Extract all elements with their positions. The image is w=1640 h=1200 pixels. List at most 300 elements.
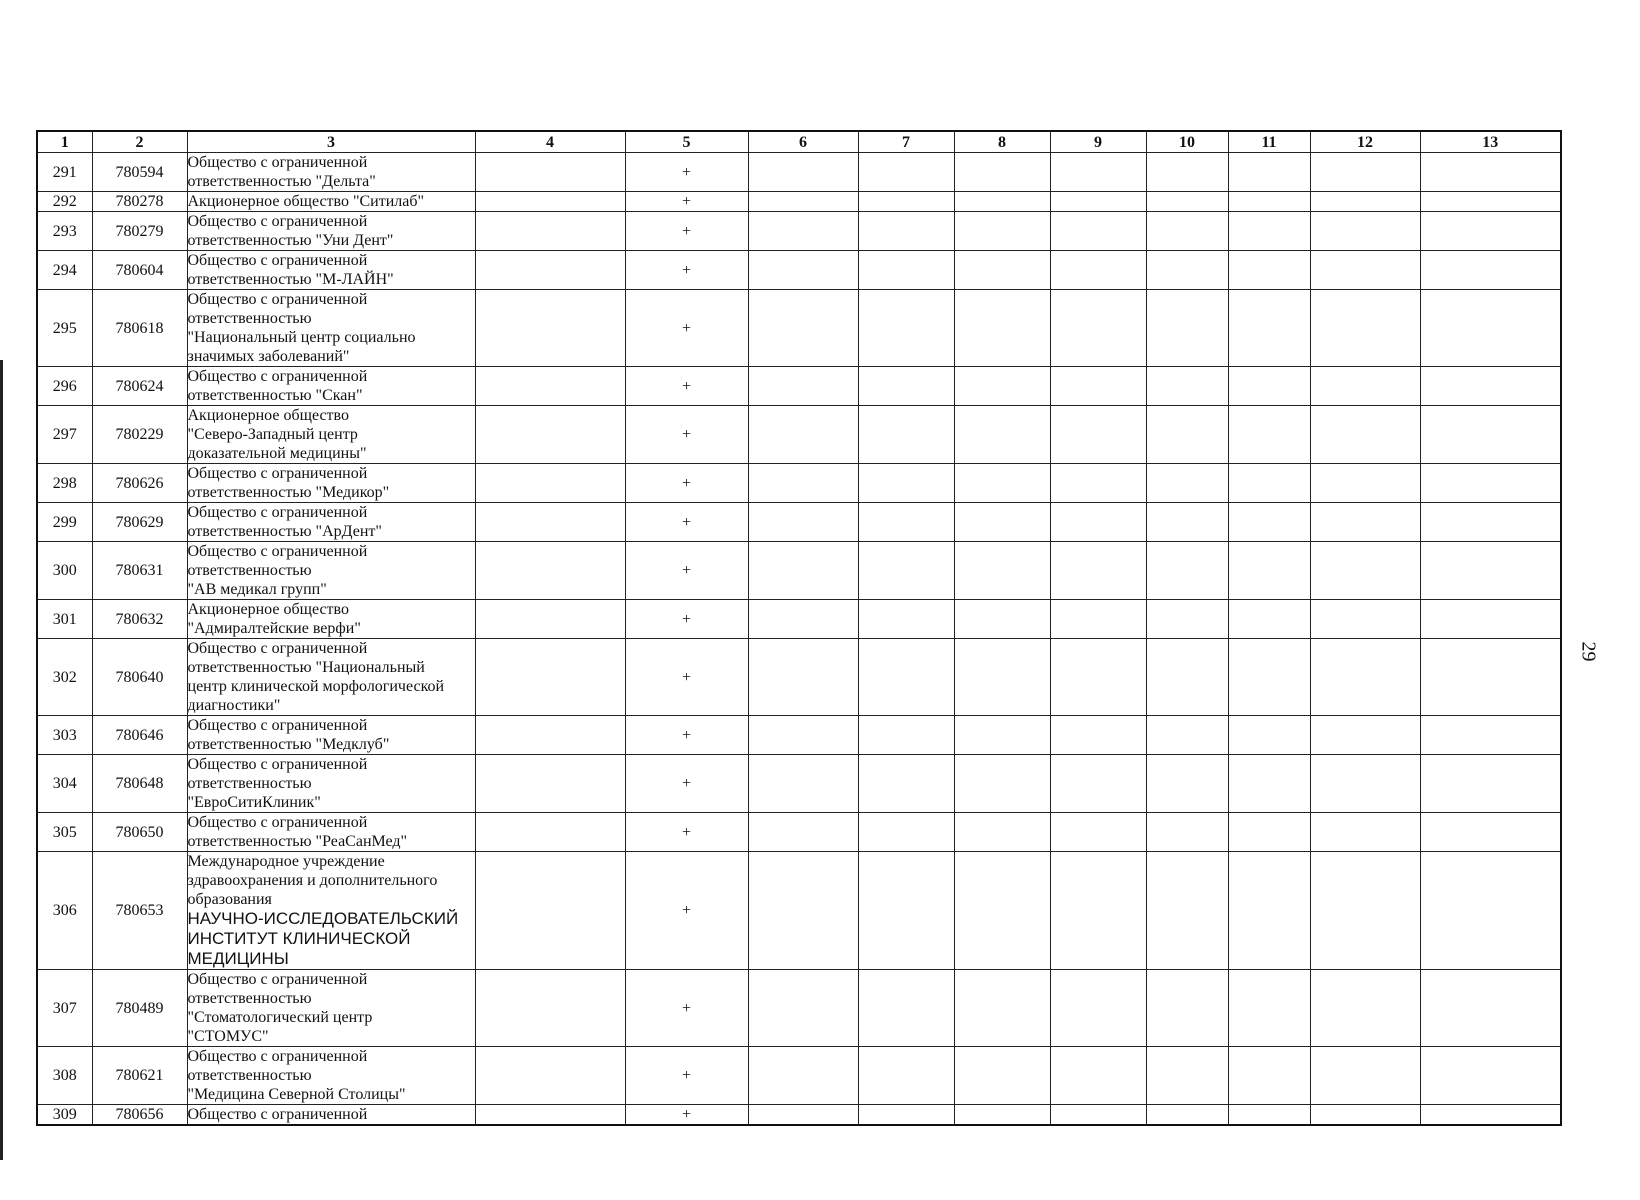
empty-cell	[475, 1105, 625, 1126]
empty-cell	[748, 542, 858, 600]
organization-name-line: Общество с ограниченной	[187, 291, 368, 308]
table-row	[37, 755, 1561, 813]
participation-mark: +	[625, 153, 748, 192]
empty-cell	[1050, 852, 1146, 970]
empty-cell	[748, 290, 858, 367]
empty-cell	[1310, 251, 1420, 290]
registry-code: 780618	[92, 290, 187, 367]
organization-name	[187, 192, 475, 212]
organization-name-line: ответственностью "Скан"	[187, 387, 363, 404]
empty-cell	[1050, 716, 1146, 755]
row-number: 294	[37, 251, 92, 290]
empty-cell	[1050, 406, 1146, 464]
organization-name-line: ответственностью "Уни Дент"	[187, 232, 394, 249]
organization-name	[187, 503, 475, 542]
empty-cell	[1146, 716, 1228, 755]
row-number: 296	[37, 367, 92, 406]
organization-name-line: ответственностью "АрДент"	[187, 523, 382, 540]
empty-cell	[1420, 852, 1561, 970]
registry-code: 780646	[92, 716, 187, 755]
row-number: 299	[37, 503, 92, 542]
participation-mark: +	[625, 1105, 748, 1126]
table-row	[37, 367, 1561, 406]
organization-name-line: ответственностью	[187, 775, 312, 792]
empty-cell	[1420, 970, 1561, 1047]
table-row	[37, 542, 1561, 600]
page-number: 29	[1577, 641, 1600, 662]
empty-cell	[858, 406, 954, 464]
registry-code: 780279	[92, 212, 187, 251]
empty-cell	[475, 755, 625, 813]
empty-cell	[748, 212, 858, 251]
organization-name-line: МЕДИЦИНЫ	[187, 949, 289, 968]
registry-code: 780650	[92, 813, 187, 852]
organization-name-line: Общество с ограниченной	[187, 1048, 368, 1065]
empty-cell	[1420, 813, 1561, 852]
column-header-1: 1	[37, 131, 92, 153]
participation-mark: +	[625, 813, 748, 852]
empty-cell	[748, 755, 858, 813]
table-row	[37, 251, 1561, 290]
organization-name-line: доказательной медицины"	[187, 445, 367, 462]
organization-name-line: "Стоматологический центр	[187, 1009, 373, 1026]
empty-cell	[1420, 600, 1561, 639]
empty-cell	[1228, 813, 1310, 852]
organization-name-line: Общество с ограниченной	[187, 1106, 368, 1123]
table-row	[37, 1047, 1561, 1105]
registry-code: 780640	[92, 639, 187, 716]
participation-mark: +	[625, 716, 748, 755]
empty-cell	[748, 153, 858, 192]
empty-cell	[1420, 1047, 1561, 1105]
empty-cell	[1146, 639, 1228, 716]
empty-cell	[1050, 464, 1146, 503]
empty-cell	[1146, 542, 1228, 600]
empty-cell	[1228, 290, 1310, 367]
empty-cell	[748, 1047, 858, 1105]
empty-cell	[1310, 716, 1420, 755]
empty-cell	[1050, 970, 1146, 1047]
empty-cell	[858, 716, 954, 755]
organization-name	[187, 406, 475, 464]
table-row	[37, 212, 1561, 251]
empty-cell	[475, 639, 625, 716]
participation-mark: +	[625, 542, 748, 600]
empty-cell	[1310, 290, 1420, 367]
empty-cell	[1146, 367, 1228, 406]
row-number: 307	[37, 970, 92, 1047]
empty-cell	[1310, 542, 1420, 600]
empty-cell	[1146, 970, 1228, 1047]
organization-name-line: "Национальный центр социально	[187, 329, 416, 346]
registry-code: 780626	[92, 464, 187, 503]
empty-cell	[1050, 813, 1146, 852]
empty-cell	[475, 852, 625, 970]
registry-code: 780648	[92, 755, 187, 813]
empty-cell	[954, 153, 1050, 192]
table-row	[37, 970, 1561, 1047]
empty-cell	[858, 367, 954, 406]
participation-mark: +	[625, 600, 748, 639]
empty-cell	[748, 251, 858, 290]
organization-name	[187, 212, 475, 251]
organization-name	[187, 464, 475, 503]
empty-cell	[954, 716, 1050, 755]
empty-cell	[1050, 251, 1146, 290]
row-number: 298	[37, 464, 92, 503]
empty-cell	[858, 464, 954, 503]
registry-table	[36, 130, 1562, 1126]
table-row	[37, 852, 1561, 970]
empty-cell	[1228, 542, 1310, 600]
table-row	[37, 503, 1561, 542]
column-header-2: 2	[92, 131, 187, 153]
table-row	[37, 639, 1561, 716]
empty-cell	[1228, 1105, 1310, 1126]
empty-cell	[1420, 464, 1561, 503]
organization-name	[187, 600, 475, 639]
table-row	[37, 1105, 1561, 1126]
organization-name	[187, 290, 475, 367]
empty-cell	[1228, 503, 1310, 542]
empty-cell	[1420, 212, 1561, 251]
empty-cell	[475, 600, 625, 639]
empty-cell	[1146, 503, 1228, 542]
empty-cell	[954, 290, 1050, 367]
empty-cell	[1228, 251, 1310, 290]
empty-cell	[1050, 212, 1146, 251]
empty-cell	[475, 716, 625, 755]
organization-name	[187, 852, 475, 970]
empty-cell	[1420, 153, 1561, 192]
empty-cell	[748, 503, 858, 542]
organization-name-line: Общество с ограниченной	[187, 971, 368, 988]
empty-cell	[475, 1047, 625, 1105]
empty-cell	[1310, 1047, 1420, 1105]
organization-name	[187, 1047, 475, 1105]
empty-cell	[1050, 367, 1146, 406]
empty-cell	[1310, 406, 1420, 464]
organization-name	[187, 1105, 475, 1126]
organization-name-line: ответственностью "Национальный	[187, 659, 425, 676]
table-row	[37, 464, 1561, 503]
column-header-4: 4	[475, 131, 625, 153]
registry-code: 780631	[92, 542, 187, 600]
empty-cell	[1146, 406, 1228, 464]
participation-mark: +	[625, 852, 748, 970]
registry-code: 780489	[92, 970, 187, 1047]
empty-cell	[1420, 290, 1561, 367]
row-number: 303	[37, 716, 92, 755]
column-header-5: 5	[625, 131, 748, 153]
row-number: 293	[37, 212, 92, 251]
empty-cell	[1420, 251, 1561, 290]
organization-name	[187, 639, 475, 716]
empty-cell	[1310, 1105, 1420, 1126]
empty-cell	[1420, 1105, 1561, 1126]
empty-cell	[858, 813, 954, 852]
organization-name-line: Общество с ограниченной	[187, 756, 368, 773]
empty-cell	[748, 639, 858, 716]
organization-name-line: центр клинической морфологической	[187, 678, 445, 695]
empty-cell	[1420, 367, 1561, 406]
row-number: 302	[37, 639, 92, 716]
organization-name-line: ответственностью	[187, 310, 312, 327]
participation-mark: +	[625, 251, 748, 290]
empty-cell	[475, 251, 625, 290]
organization-name-line: Акционерное общество	[187, 407, 349, 424]
empty-cell	[858, 153, 954, 192]
column-header-6: 6	[748, 131, 858, 153]
empty-cell	[1050, 600, 1146, 639]
participation-mark: +	[625, 192, 748, 212]
organization-name-line: Акционерное общество "Ситилаб"	[187, 193, 425, 210]
empty-cell	[1310, 503, 1420, 542]
organization-name	[187, 755, 475, 813]
empty-cell	[1146, 755, 1228, 813]
organization-name-line: Общество с ограниченной	[187, 154, 368, 171]
organization-name	[187, 251, 475, 290]
empty-cell	[954, 600, 1050, 639]
empty-cell	[1146, 852, 1228, 970]
organization-name-line: Общество с ограниченной	[187, 368, 368, 385]
registry-code: 780632	[92, 600, 187, 639]
column-header-8: 8	[954, 131, 1050, 153]
registry-code: 780656	[92, 1105, 187, 1126]
empty-cell	[1310, 970, 1420, 1047]
organization-name	[187, 542, 475, 600]
empty-cell	[1228, 1047, 1310, 1105]
empty-cell	[748, 192, 858, 212]
registry-sheet	[36, 130, 1560, 1126]
participation-mark: +	[625, 503, 748, 542]
empty-cell	[1420, 406, 1561, 464]
organization-name-line: НАУЧНО-ИССЛЕДОВАТЕЛЬСКИЙ	[187, 909, 459, 928]
empty-cell	[1050, 542, 1146, 600]
column-header-12: 12	[1310, 131, 1420, 153]
organization-name-line: "СТОМУС"	[187, 1028, 269, 1045]
table-row	[37, 192, 1561, 212]
table-row	[37, 716, 1561, 755]
empty-cell	[858, 1105, 954, 1126]
empty-cell	[1050, 290, 1146, 367]
organization-name-line: ответственностью "РеаСанМед"	[187, 833, 408, 850]
organization-name-line: здравоохранения и дополнительного	[187, 872, 438, 889]
row-number: 309	[37, 1105, 92, 1126]
organization-name-line: Общество с ограниченной	[187, 252, 368, 269]
organization-name	[187, 153, 475, 192]
organization-name-line: образования	[187, 891, 272, 908]
empty-cell	[1310, 153, 1420, 192]
empty-cell	[748, 464, 858, 503]
empty-cell	[858, 852, 954, 970]
empty-cell	[475, 192, 625, 212]
organization-name-line: Общество с ограниченной	[187, 543, 368, 560]
organization-name	[187, 970, 475, 1047]
empty-cell	[1420, 542, 1561, 600]
empty-cell	[1146, 600, 1228, 639]
empty-cell	[1050, 192, 1146, 212]
scan-margin-line	[0, 360, 3, 1160]
column-header-9: 9	[1050, 131, 1146, 153]
empty-cell	[475, 367, 625, 406]
organization-name	[187, 367, 475, 406]
empty-cell	[1228, 852, 1310, 970]
organization-name	[187, 716, 475, 755]
organization-name-line: ИНСТИТУТ КЛИНИЧЕСКОЙ	[187, 929, 411, 948]
empty-cell	[748, 367, 858, 406]
empty-cell	[954, 406, 1050, 464]
empty-cell	[954, 755, 1050, 813]
empty-cell	[858, 542, 954, 600]
participation-mark: +	[625, 970, 748, 1047]
organization-name-line: ответственностью "М-ЛАЙН"	[187, 271, 394, 288]
organization-name	[187, 813, 475, 852]
empty-cell	[1228, 367, 1310, 406]
empty-cell	[954, 367, 1050, 406]
organization-name-line: Общество с ограниченной	[187, 213, 368, 230]
empty-cell	[748, 600, 858, 639]
empty-cell	[475, 813, 625, 852]
empty-cell	[954, 1105, 1050, 1126]
organization-name-line: ответственностью	[187, 990, 312, 1007]
empty-cell	[1050, 153, 1146, 192]
participation-mark: +	[625, 290, 748, 367]
table-row	[37, 406, 1561, 464]
organization-name-line: значимых заболеваний"	[187, 348, 350, 365]
empty-cell	[954, 639, 1050, 716]
registry-code: 780653	[92, 852, 187, 970]
participation-mark: +	[625, 755, 748, 813]
empty-cell	[1146, 290, 1228, 367]
organization-name-line: диагностики"	[187, 697, 281, 714]
empty-cell	[1050, 639, 1146, 716]
organization-name-line: Международное учреждение	[187, 853, 385, 870]
row-number: 292	[37, 192, 92, 212]
empty-cell	[475, 542, 625, 600]
empty-cell	[1310, 464, 1420, 503]
empty-cell	[954, 852, 1050, 970]
empty-cell	[1050, 1105, 1146, 1126]
empty-cell	[1228, 755, 1310, 813]
row-number: 295	[37, 290, 92, 367]
empty-cell	[1050, 503, 1146, 542]
empty-cell	[748, 970, 858, 1047]
empty-cell	[1228, 192, 1310, 212]
organization-name-line: "Адмиралтейские верфи"	[187, 620, 361, 637]
empty-cell	[858, 600, 954, 639]
empty-cell	[858, 192, 954, 212]
empty-cell	[858, 1047, 954, 1105]
empty-cell	[954, 192, 1050, 212]
empty-cell	[1050, 1047, 1146, 1105]
empty-cell	[748, 716, 858, 755]
empty-cell	[954, 813, 1050, 852]
empty-cell	[1050, 755, 1146, 813]
empty-cell	[1146, 1047, 1228, 1105]
row-number: 300	[37, 542, 92, 600]
participation-mark: +	[625, 464, 748, 503]
empty-cell	[475, 212, 625, 251]
empty-cell	[1420, 716, 1561, 755]
empty-cell	[858, 755, 954, 813]
empty-cell	[1420, 755, 1561, 813]
organization-name-line: ответственностью "Медикор"	[187, 484, 390, 501]
empty-cell	[954, 464, 1050, 503]
row-number: 291	[37, 153, 92, 192]
empty-cell	[1146, 464, 1228, 503]
row-number: 306	[37, 852, 92, 970]
column-header-11: 11	[1228, 131, 1310, 153]
empty-cell	[475, 503, 625, 542]
organization-name-line: Общество с ограниченной	[187, 465, 368, 482]
empty-cell	[1146, 1105, 1228, 1126]
row-number: 304	[37, 755, 92, 813]
empty-cell	[954, 212, 1050, 251]
table-row	[37, 600, 1561, 639]
empty-cell	[1310, 813, 1420, 852]
organization-name-line: "Медицина Северной Столицы"	[187, 1086, 406, 1103]
empty-cell	[858, 970, 954, 1047]
empty-cell	[954, 970, 1050, 1047]
organization-name-line: Общество с ограниченной	[187, 504, 368, 521]
empty-cell	[1146, 251, 1228, 290]
empty-cell	[1420, 639, 1561, 716]
empty-cell	[748, 406, 858, 464]
empty-cell	[475, 970, 625, 1047]
empty-cell	[1146, 212, 1228, 251]
empty-cell	[858, 290, 954, 367]
column-header-3: 3	[187, 131, 475, 153]
registry-code: 780278	[92, 192, 187, 212]
table-row	[37, 153, 1561, 192]
empty-cell	[1420, 192, 1561, 212]
organization-name-line: ответственностью	[187, 562, 312, 579]
column-header-13: 13	[1420, 131, 1561, 153]
empty-cell	[1310, 192, 1420, 212]
empty-cell	[954, 1047, 1050, 1105]
participation-mark: +	[625, 406, 748, 464]
empty-cell	[1228, 970, 1310, 1047]
organization-name-line: Общество с ограниченной	[187, 814, 368, 831]
organization-name-line: "Северо-Западный центр	[187, 426, 358, 443]
empty-cell	[1310, 639, 1420, 716]
empty-cell	[954, 503, 1050, 542]
registry-code: 780629	[92, 503, 187, 542]
empty-cell	[1146, 813, 1228, 852]
row-number: 308	[37, 1047, 92, 1105]
empty-cell	[1228, 464, 1310, 503]
empty-cell	[475, 406, 625, 464]
organization-name-line: Общество с ограниченной	[187, 717, 368, 734]
participation-mark: +	[625, 367, 748, 406]
table-body	[37, 153, 1561, 1126]
column-header-7: 7	[858, 131, 954, 153]
empty-cell	[1310, 852, 1420, 970]
empty-cell	[1228, 716, 1310, 755]
registry-code: 780604	[92, 251, 187, 290]
organization-name-line: "АВ медикал групп"	[187, 581, 327, 598]
registry-code: 780594	[92, 153, 187, 192]
empty-cell	[748, 852, 858, 970]
header-row	[37, 131, 1561, 153]
organization-name-line: Акционерное общество	[187, 601, 349, 618]
empty-cell	[1228, 406, 1310, 464]
empty-cell	[1310, 367, 1420, 406]
empty-cell	[475, 464, 625, 503]
empty-cell	[1228, 153, 1310, 192]
participation-mark: +	[625, 212, 748, 251]
